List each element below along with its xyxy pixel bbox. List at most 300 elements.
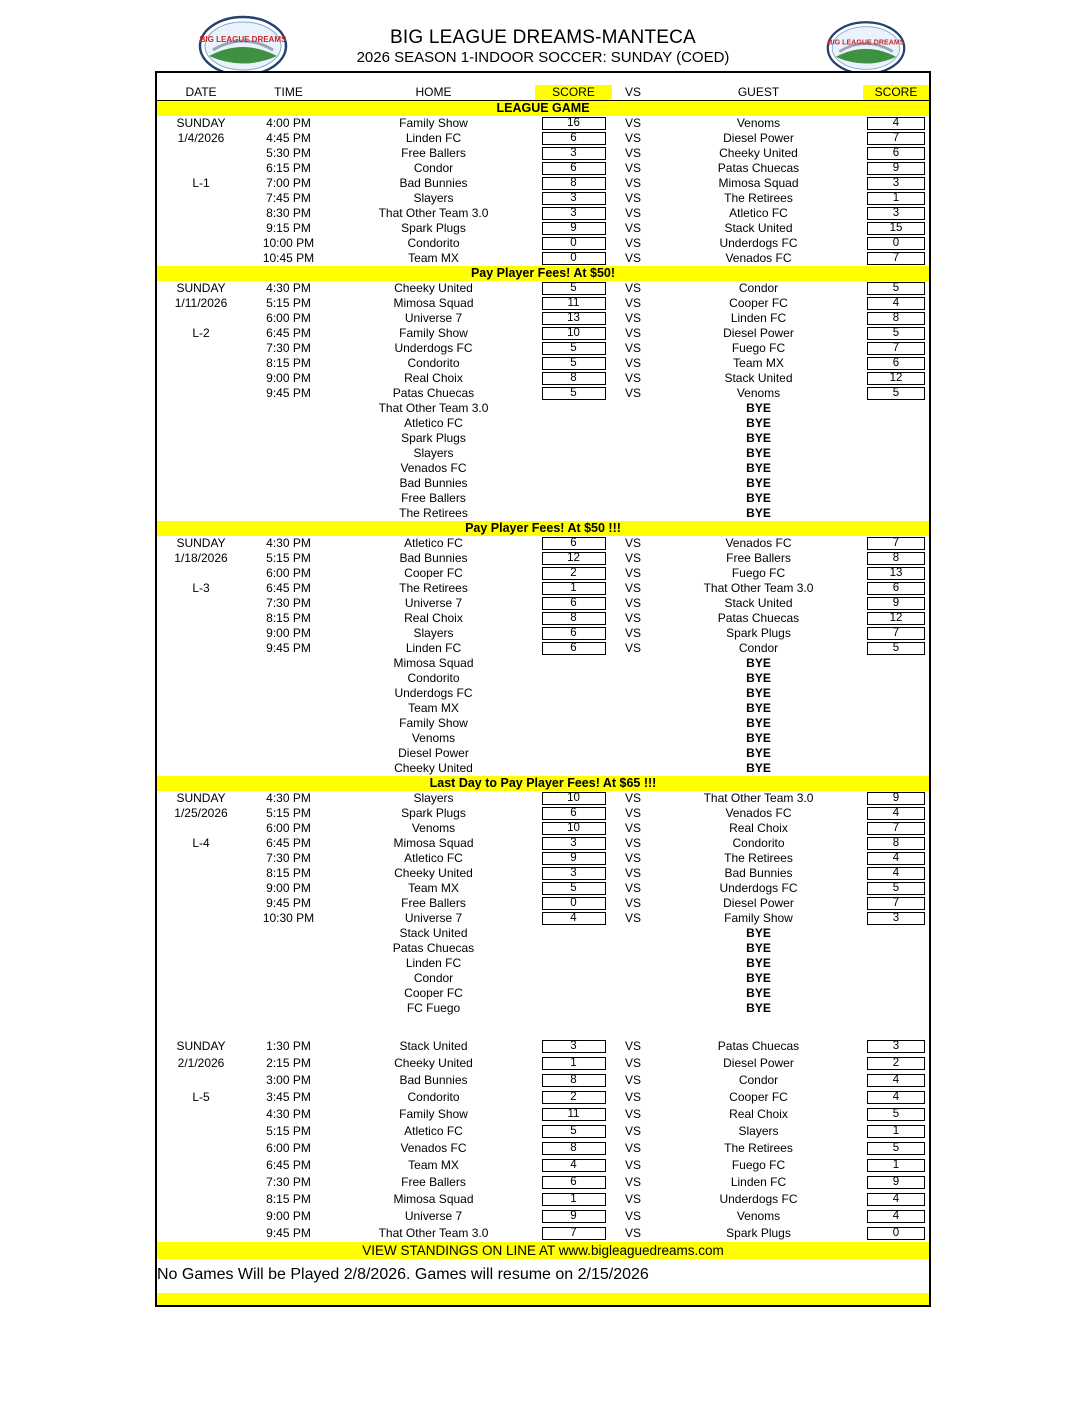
guest-score-cell bbox=[863, 177, 929, 190]
guest-score-box: 4 bbox=[867, 297, 925, 310]
game-row bbox=[157, 311, 929, 326]
home-score-box: 3 bbox=[542, 837, 606, 850]
vs-label: VS bbox=[624, 161, 641, 175]
home-score-box: 5 bbox=[542, 357, 606, 370]
guest-team: Mimosa Squad bbox=[718, 176, 799, 190]
guest-score-cell bbox=[863, 282, 929, 295]
home-team: Condorito bbox=[407, 1090, 460, 1104]
vs-label: VS bbox=[624, 1209, 641, 1223]
vs-label: VS bbox=[624, 851, 641, 865]
game-row bbox=[157, 881, 929, 896]
home-team: Mimosa Squad bbox=[393, 1192, 474, 1206]
guest-score-box: 7 bbox=[867, 897, 925, 910]
guest-score-box: 7 bbox=[867, 537, 925, 550]
home-team: Family Show bbox=[399, 1107, 468, 1121]
guest-team: Spark Plugs bbox=[726, 1226, 791, 1240]
game-row bbox=[157, 806, 929, 821]
vs-label: VS bbox=[624, 1158, 641, 1172]
home-score-box: 2 bbox=[542, 1091, 606, 1104]
guest-score-box: 9 bbox=[867, 792, 925, 805]
guest-score-box: 12 bbox=[867, 372, 925, 385]
guest-score-box: 4 bbox=[867, 1074, 925, 1087]
guest-team: Diesel Power bbox=[723, 896, 794, 910]
bye-team: Stack United bbox=[399, 926, 468, 940]
home-score-box: 1 bbox=[542, 582, 606, 595]
game-row bbox=[157, 1072, 929, 1089]
guest-score-cell bbox=[863, 837, 929, 850]
vs-label: VS bbox=[624, 566, 641, 580]
game-time: 7:30 PM bbox=[266, 851, 311, 865]
logo-text: BIG LEAGUE DREAMS bbox=[199, 35, 287, 44]
home-score-box: 6 bbox=[542, 627, 606, 640]
game-time: 4:30 PM bbox=[266, 791, 311, 805]
home-team: Condor bbox=[413, 161, 454, 175]
home-score-cell bbox=[535, 552, 612, 565]
guest-score-cell bbox=[863, 1159, 929, 1172]
home-team: Stack United bbox=[399, 1039, 468, 1053]
game-time: 8:15 PM bbox=[266, 611, 311, 625]
guest-score-cell bbox=[863, 1193, 929, 1206]
vs-label: VS bbox=[624, 1090, 641, 1104]
guest-team: Condor bbox=[738, 641, 779, 655]
date-cell: SUNDAY bbox=[176, 116, 226, 130]
bye-label: BYE bbox=[746, 506, 771, 520]
bye-team: Patas Chuecas bbox=[392, 941, 475, 955]
guest-score-cell bbox=[863, 567, 929, 580]
bye-row bbox=[157, 446, 929, 461]
home-score-cell bbox=[535, 387, 612, 400]
home-score-cell bbox=[535, 642, 612, 655]
guest-score-box: 4 bbox=[867, 1091, 925, 1104]
home-score-cell bbox=[535, 282, 612, 295]
vs-label: VS bbox=[624, 881, 641, 895]
guest-team: Venados FC bbox=[725, 806, 792, 820]
guest-team: The Retirees bbox=[724, 851, 793, 865]
date-cell: SUNDAY bbox=[176, 1039, 226, 1053]
home-score-box: 10 bbox=[542, 822, 606, 835]
guest-team: Patas Chuecas bbox=[717, 1039, 800, 1053]
bye-row bbox=[157, 716, 929, 731]
vs-label: VS bbox=[624, 641, 641, 655]
home-score-cell bbox=[535, 537, 612, 550]
home-score-box: 1 bbox=[542, 1057, 606, 1070]
game-time: 4:00 PM bbox=[266, 116, 311, 130]
home-score-cell bbox=[535, 1074, 612, 1087]
home-score-cell bbox=[535, 867, 612, 880]
home-team: Underdogs FC bbox=[394, 341, 473, 355]
bye-team: Condor bbox=[413, 971, 454, 985]
guest-score-cell bbox=[863, 1227, 929, 1240]
date-cell: L-3 bbox=[192, 581, 210, 595]
guest-score-box: 3 bbox=[867, 912, 925, 925]
bye-row bbox=[157, 701, 929, 716]
guest-team: Stack United bbox=[724, 596, 793, 610]
guest-score-box: 9 bbox=[867, 597, 925, 610]
bye-row bbox=[157, 476, 929, 491]
game-time: 10:00 PM bbox=[262, 236, 315, 250]
home-score-box: 8 bbox=[542, 1074, 606, 1087]
bye-row bbox=[157, 401, 929, 416]
game-time: 6:45 PM bbox=[266, 326, 311, 340]
game-row bbox=[157, 536, 929, 551]
guest-score-cell bbox=[863, 867, 929, 880]
game-time: 9:15 PM bbox=[266, 221, 311, 235]
guest-score-cell bbox=[863, 237, 929, 250]
game-time: 9:45 PM bbox=[266, 896, 311, 910]
page-subtitle: 2026 SEASON 1-INDOOR SOCCER: SUNDAY (COED) bbox=[356, 49, 730, 66]
guest-team: Free Ballers bbox=[726, 551, 791, 565]
vs-label: VS bbox=[624, 551, 641, 565]
home-team: Universe 7 bbox=[404, 311, 463, 325]
home-score-box: 5 bbox=[542, 387, 606, 400]
home-team: Atletico FC bbox=[404, 536, 463, 550]
home-score-box: 3 bbox=[542, 192, 606, 205]
guest-team: Atletico FC bbox=[729, 206, 788, 220]
bye-team: Team MX bbox=[408, 701, 459, 715]
game-row bbox=[157, 1140, 929, 1157]
vs-label: VS bbox=[624, 311, 641, 325]
guest-team: Condor bbox=[738, 281, 779, 295]
guest-team: Condorito bbox=[732, 836, 785, 850]
guest-score-cell bbox=[863, 162, 929, 175]
home-team: Universe 7 bbox=[404, 911, 463, 925]
guest-score-box: 7 bbox=[867, 627, 925, 640]
home-score-box: 6 bbox=[542, 162, 606, 175]
col-header-home: HOME bbox=[415, 85, 452, 99]
guest-team: Diesel Power bbox=[723, 1056, 794, 1070]
game-row bbox=[157, 911, 929, 926]
home-team: Cheeky United bbox=[394, 281, 473, 295]
bye-team: Atletico FC bbox=[404, 416, 463, 430]
home-score-cell bbox=[535, 1125, 612, 1138]
guest-score-box: 5 bbox=[867, 327, 925, 340]
guest-score-box: 6 bbox=[867, 357, 925, 370]
schedule-rows bbox=[157, 116, 929, 1242]
guest-score-box: 2 bbox=[867, 1057, 925, 1070]
guest-team: Venoms bbox=[736, 116, 781, 130]
game-row bbox=[157, 386, 929, 401]
game-time: 9:45 PM bbox=[266, 1226, 311, 1240]
bye-label: BYE bbox=[746, 956, 771, 970]
game-time: 6:00 PM bbox=[266, 1141, 311, 1155]
guest-score-cell bbox=[863, 297, 929, 310]
vs-label: VS bbox=[624, 1141, 641, 1155]
guest-score-box: 7 bbox=[867, 342, 925, 355]
section-banner: Pay Player Fees! At $50! bbox=[157, 266, 929, 281]
bye-label: BYE bbox=[746, 941, 771, 955]
vs-label: VS bbox=[624, 1192, 641, 1206]
home-score-cell bbox=[535, 192, 612, 205]
home-team: Cooper FC bbox=[404, 566, 463, 580]
guest-score-cell bbox=[863, 327, 929, 340]
guest-team: Venoms bbox=[736, 1209, 781, 1223]
game-time: 7:45 PM bbox=[266, 191, 311, 205]
bye-row bbox=[157, 746, 929, 761]
game-time: 6:45 PM bbox=[266, 1158, 311, 1172]
game-time: 9:00 PM bbox=[266, 626, 311, 640]
logo-text: BIG LEAGUE DREAMS bbox=[827, 38, 905, 47]
home-team: Venoms bbox=[411, 821, 456, 835]
guest-team: Patas Chuecas bbox=[717, 611, 800, 625]
home-team: Team MX bbox=[408, 1158, 459, 1172]
guest-score-cell bbox=[863, 1210, 929, 1223]
vs-label: VS bbox=[624, 1226, 641, 1240]
guest-score-cell bbox=[863, 792, 929, 805]
home-score-box: 12 bbox=[542, 552, 606, 565]
home-team: Slayers bbox=[413, 191, 454, 205]
guest-score-cell bbox=[863, 252, 929, 265]
bye-row bbox=[157, 461, 929, 476]
game-row bbox=[157, 146, 929, 161]
guest-score-box: 1 bbox=[867, 1159, 925, 1172]
game-row bbox=[157, 551, 929, 566]
home-team: Condorito bbox=[407, 356, 460, 370]
date-cell: 1/25/2026 bbox=[174, 806, 228, 820]
bye-team: Diesel Power bbox=[398, 746, 469, 760]
game-time: 4:30 PM bbox=[266, 1107, 311, 1121]
home-score-box: 9 bbox=[542, 1210, 606, 1223]
home-score-box: 9 bbox=[542, 222, 606, 235]
game-row bbox=[157, 131, 929, 146]
vs-label: VS bbox=[624, 791, 641, 805]
home-score-box: 9 bbox=[542, 852, 606, 865]
vs-label: VS bbox=[624, 176, 641, 190]
bye-team: That Other Team 3.0 bbox=[378, 401, 489, 415]
home-score-cell bbox=[535, 1176, 612, 1189]
guest-team: Fuego FC bbox=[731, 341, 786, 355]
col-header-time: TIME bbox=[274, 85, 303, 99]
guest-score-box: 5 bbox=[867, 642, 925, 655]
guest-score-cell bbox=[863, 357, 929, 370]
game-time: 3:00 PM bbox=[266, 1073, 311, 1087]
home-score-box: 16 bbox=[542, 117, 606, 130]
home-score-box: 8 bbox=[542, 1142, 606, 1155]
guest-score-box: 4 bbox=[867, 1193, 925, 1206]
home-score-cell bbox=[535, 1108, 612, 1121]
game-row bbox=[157, 791, 929, 806]
home-score-cell bbox=[535, 912, 612, 925]
guest-score-box: 8 bbox=[867, 552, 925, 565]
guest-score-box: 1 bbox=[867, 192, 925, 205]
home-score-cell bbox=[535, 1040, 612, 1053]
game-time: 9:00 PM bbox=[266, 1209, 311, 1223]
home-team: Slayers bbox=[413, 626, 454, 640]
vs-label: VS bbox=[624, 146, 641, 160]
home-score-cell bbox=[535, 897, 612, 910]
game-row bbox=[157, 1038, 929, 1055]
vs-label: VS bbox=[624, 896, 641, 910]
game-row bbox=[157, 1191, 929, 1208]
game-row bbox=[157, 251, 929, 266]
vs-label: VS bbox=[624, 581, 641, 595]
bye-label: BYE bbox=[746, 731, 771, 745]
home-score-cell bbox=[535, 567, 612, 580]
guest-score-box: 5 bbox=[867, 1108, 925, 1121]
home-score-box: 0 bbox=[542, 237, 606, 250]
vs-label: VS bbox=[624, 221, 641, 235]
vs-label: VS bbox=[624, 356, 641, 370]
game-row bbox=[157, 161, 929, 176]
guest-score-cell bbox=[863, 882, 929, 895]
guest-team: Linden FC bbox=[730, 1175, 787, 1189]
vs-label: VS bbox=[624, 866, 641, 880]
bye-row bbox=[157, 956, 929, 971]
guest-score-box: 0 bbox=[867, 237, 925, 250]
game-time: 8:15 PM bbox=[266, 866, 311, 880]
game-row bbox=[157, 1208, 929, 1225]
vs-label: VS bbox=[624, 206, 641, 220]
guest-team: Linden FC bbox=[730, 311, 787, 325]
vs-label: VS bbox=[624, 251, 641, 265]
guest-score-box: 12 bbox=[867, 612, 925, 625]
home-team: Spark Plugs bbox=[401, 221, 466, 235]
game-row bbox=[157, 191, 929, 206]
game-time: 5:15 PM bbox=[266, 551, 311, 565]
home-score-cell bbox=[535, 252, 612, 265]
date-cell: L-4 bbox=[192, 836, 210, 850]
bye-row bbox=[157, 971, 929, 986]
guest-score-cell bbox=[863, 1057, 929, 1070]
bye-label: BYE bbox=[746, 986, 771, 1000]
guest-team: Underdogs FC bbox=[719, 881, 798, 895]
bye-label: BYE bbox=[746, 671, 771, 685]
home-team: Family Show bbox=[399, 326, 468, 340]
home-score-box: 8 bbox=[542, 177, 606, 190]
home-team: Universe 7 bbox=[404, 596, 463, 610]
game-row bbox=[157, 341, 929, 356]
game-row bbox=[157, 296, 929, 311]
home-team: That Other Team 3.0 bbox=[378, 1226, 489, 1240]
guest-score-box: 4 bbox=[867, 867, 925, 880]
guest-team: Diesel Power bbox=[723, 131, 794, 145]
game-time: 6:00 PM bbox=[266, 821, 311, 835]
guest-score-cell bbox=[863, 1091, 929, 1104]
home-team: Mimosa Squad bbox=[393, 296, 474, 310]
home-score-box: 6 bbox=[542, 642, 606, 655]
home-score-box: 6 bbox=[542, 807, 606, 820]
vs-label: VS bbox=[624, 371, 641, 385]
home-score-cell bbox=[535, 117, 612, 130]
home-team: Bad Bunnies bbox=[399, 551, 468, 565]
blank-row bbox=[157, 1016, 929, 1038]
big-league-dreams-logo-right bbox=[826, 20, 906, 76]
bye-row bbox=[157, 491, 929, 506]
home-score-cell bbox=[535, 627, 612, 640]
home-score-box: 11 bbox=[542, 1108, 606, 1121]
home-team: Linden FC bbox=[405, 641, 462, 655]
home-score-cell bbox=[535, 822, 612, 835]
game-row bbox=[157, 326, 929, 341]
home-score-cell bbox=[535, 222, 612, 235]
guest-score-cell bbox=[863, 342, 929, 355]
bye-label: BYE bbox=[746, 971, 771, 985]
game-row bbox=[157, 371, 929, 386]
home-score-cell bbox=[535, 582, 612, 595]
game-time: 4:30 PM bbox=[266, 536, 311, 550]
guest-team: The Retirees bbox=[724, 191, 793, 205]
guest-score-cell bbox=[863, 597, 929, 610]
bye-row bbox=[157, 686, 929, 701]
home-score-cell bbox=[535, 372, 612, 385]
date-cell: 1/11/2026 bbox=[174, 296, 228, 310]
guest-score-box: 6 bbox=[867, 147, 925, 160]
guest-score-cell bbox=[863, 582, 929, 595]
game-time: 3:45 PM bbox=[266, 1090, 311, 1104]
home-team: Condorito bbox=[407, 236, 460, 250]
game-time: 6:45 PM bbox=[266, 581, 311, 595]
home-team: The Retirees bbox=[399, 581, 468, 595]
guest-team: Real Choix bbox=[729, 821, 788, 835]
guest-score-box: 13 bbox=[867, 567, 925, 580]
section-banner: Pay Player Fees! At $50 !!! bbox=[157, 521, 929, 536]
bye-label: BYE bbox=[746, 446, 771, 460]
bye-team: Venoms bbox=[411, 731, 456, 745]
bye-team: Cheeky United bbox=[394, 761, 473, 775]
bye-team: Spark Plugs bbox=[401, 431, 466, 445]
home-team: Free Ballers bbox=[401, 1175, 466, 1189]
vs-label: VS bbox=[624, 1124, 641, 1138]
home-team: Cheeky United bbox=[394, 866, 473, 880]
game-time: 6:00 PM bbox=[266, 311, 311, 325]
home-score-box: 7 bbox=[542, 1227, 606, 1240]
home-team: Atletico FC bbox=[404, 851, 463, 865]
home-score-cell bbox=[535, 597, 612, 610]
game-row bbox=[157, 596, 929, 611]
col-header-guest-score: SCORE bbox=[863, 85, 929, 100]
bye-label: BYE bbox=[746, 431, 771, 445]
game-time: 10:45 PM bbox=[262, 251, 315, 265]
guest-score-cell bbox=[863, 1142, 929, 1155]
bye-label: BYE bbox=[746, 491, 771, 505]
game-time: 5:15 PM bbox=[266, 1124, 311, 1138]
date-cell: SUNDAY bbox=[176, 536, 226, 550]
no-games-notice: No Games Will be Played 2/8/2026. Games will resume on 2/15/2026 bbox=[157, 1266, 649, 1283]
bye-row bbox=[157, 506, 929, 521]
bye-label: BYE bbox=[746, 656, 771, 670]
guest-score-cell bbox=[863, 1108, 929, 1121]
home-team: Slayers bbox=[413, 791, 454, 805]
guest-team: Real Choix bbox=[729, 1107, 788, 1121]
bye-team: Linden FC bbox=[405, 956, 462, 970]
bye-team: Mimosa Squad bbox=[393, 656, 474, 670]
home-score-box: 3 bbox=[542, 147, 606, 160]
col-header-home-score: SCORE bbox=[535, 85, 612, 100]
date-cell: 1/4/2026 bbox=[177, 131, 225, 145]
guest-team: Spark Plugs bbox=[726, 626, 791, 640]
home-score-box: 6 bbox=[542, 1176, 606, 1189]
home-score-box: 5 bbox=[542, 1125, 606, 1138]
guest-team: Team MX bbox=[733, 356, 784, 370]
game-row bbox=[157, 626, 929, 641]
guest-team: Slayers bbox=[738, 1124, 779, 1138]
home-team: Free Ballers bbox=[401, 146, 466, 160]
vs-label: VS bbox=[624, 1175, 641, 1189]
home-score-cell bbox=[535, 162, 612, 175]
home-team: Real Choix bbox=[404, 371, 463, 385]
home-score-cell bbox=[535, 1193, 612, 1206]
vs-label: VS bbox=[624, 1039, 641, 1053]
guest-score-box: 4 bbox=[867, 117, 925, 130]
bye-team: Underdogs FC bbox=[394, 686, 473, 700]
home-score-box: 6 bbox=[542, 597, 606, 610]
bottom-yellow-strip bbox=[157, 1293, 929, 1305]
guest-score-box: 8 bbox=[867, 312, 925, 325]
guest-score-cell bbox=[863, 372, 929, 385]
guest-score-box: 9 bbox=[867, 162, 925, 175]
home-team: Bad Bunnies bbox=[399, 1073, 468, 1087]
bye-label: BYE bbox=[746, 416, 771, 430]
game-time: 9:00 PM bbox=[266, 881, 311, 895]
